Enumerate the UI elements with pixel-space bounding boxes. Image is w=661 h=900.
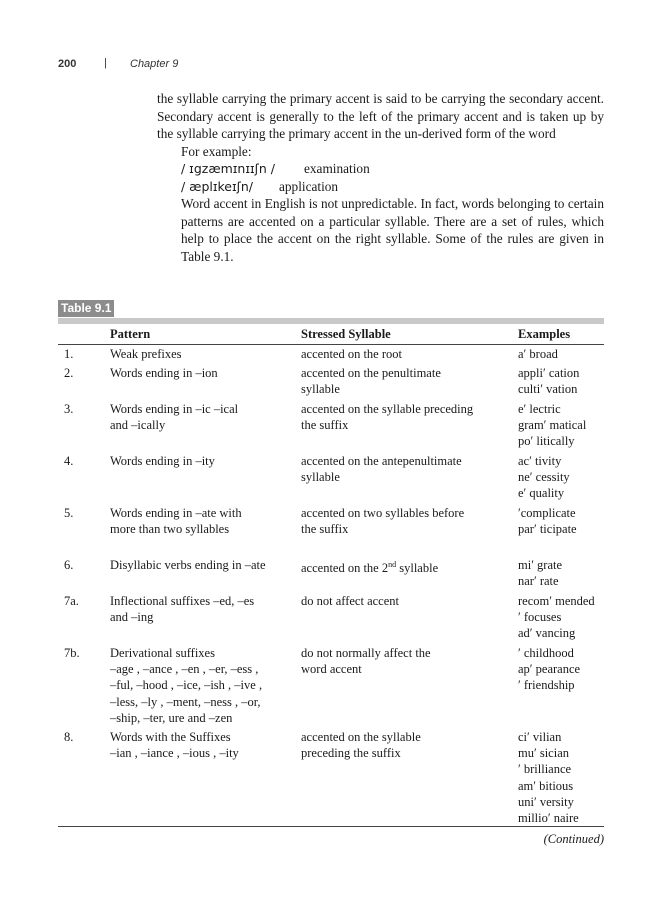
chapter-title: Chapter 9: [130, 58, 179, 70]
pattern-text: Weak prefixes: [110, 347, 182, 361]
example-word: ad′ vancing: [518, 626, 576, 641]
pattern-text: –less, –ly , –ment, –ness , –or,: [110, 694, 261, 709]
intro-text: [157, 90, 604, 265]
example-word: ′ focuses: [518, 610, 562, 625]
example-word: application: [279, 178, 339, 194]
example-word: par′ ticipate: [518, 522, 577, 537]
row-number: 8.: [64, 730, 74, 744]
pattern-text: Words ending in –ion: [110, 366, 218, 380]
header-pattern: Pattern: [110, 327, 151, 341]
row-number: 1.: [64, 347, 74, 361]
stressed-syllable-text: accented on the syllable preceding: [301, 402, 474, 416]
example-word: e′ quality: [518, 486, 565, 501]
example-word: e′ lectric: [518, 402, 561, 416]
example-word: ci′ vilian: [518, 730, 562, 744]
example-word: a′ broad: [518, 347, 558, 361]
example-word: ′ childhood: [518, 646, 574, 660]
stressed-syllable-text: do not normally affect the: [301, 646, 431, 660]
pattern-text: and –ically: [110, 418, 166, 433]
example-word: ac′ tivity: [518, 454, 562, 468]
example-word: ′ friendship: [518, 678, 575, 693]
example-word: recom′ mended: [518, 594, 595, 608]
pattern-text: Derivational suffixes: [110, 646, 215, 660]
page-header: [58, 57, 179, 70]
phonetic-transcription: / æplɪkeɪʃn/: [181, 178, 253, 194]
intro-paragraph-1: the syllable carrying the primary accent is said to be carrying the secondary accent. Secondary accent is generally to the left of the primary accent and is taken up by the syllable carrying the primary accent in the un-derived form of the word: [157, 91, 604, 141]
example-line-1: [157, 160, 604, 178]
example-word: po′ litically: [518, 434, 575, 449]
example-word: ′ brilliance: [518, 762, 572, 777]
header-examples: Examples: [518, 327, 571, 341]
pattern-text: Words ending in –ate with: [110, 506, 242, 520]
stressed-syllable-text: the suffix: [301, 418, 349, 433]
example-word: uni′ versity: [518, 794, 574, 809]
pattern-text: –ship, –ter, ure and –zen: [110, 710, 233, 725]
example-line-2: [157, 178, 604, 196]
row-number: 3.: [64, 402, 74, 416]
table-header-rule: [58, 344, 604, 345]
example-word: gram′ matical: [518, 418, 587, 433]
stressed-syllable-text: accented on the syllable: [301, 730, 421, 744]
stressed-syllable-text: syllable: [301, 382, 340, 397]
example-word: culti′ vation: [518, 382, 578, 397]
row-number: 7a.: [64, 594, 79, 608]
example-word: am′ bitious: [518, 778, 574, 793]
stressed-syllable-text: accented on two syllables before: [301, 506, 465, 520]
page-number: 200: [58, 58, 77, 70]
stressed-syllable-text: preceding the suffix: [301, 746, 401, 761]
table-label: Table 9.1: [58, 300, 114, 317]
stressed-syllable-text: accented on the root: [301, 347, 402, 361]
pattern-text: Words ending in –ity: [110, 454, 215, 468]
row-number: 5.: [64, 506, 74, 520]
example-word: ne′ cessity: [518, 470, 570, 485]
pattern-text: and –ing: [110, 610, 154, 625]
example-word: examination: [304, 161, 370, 176]
example-word: ′complicate: [518, 506, 576, 520]
pattern-text: –ful, –hood , –ice, –ish , –ive ,: [110, 678, 263, 693]
stressed-syllable-text: do not affect accent: [301, 594, 399, 608]
example-word: appli′ cation: [518, 366, 580, 380]
example-word: nar′ rate: [518, 574, 559, 589]
example-word: mi′ grate: [518, 558, 563, 572]
stressed-syllable-text: accented on the penultimate: [301, 366, 441, 380]
stressed-syllable-text: word accent: [301, 662, 362, 677]
pattern-text: –ian , –iance , –ious , –ity: [110, 746, 239, 761]
stressed-syllable-text: accented on the antepenultimate: [301, 454, 462, 468]
stressed-syllable-text: the suffix: [301, 522, 349, 537]
pattern-text: Inflectional suffixes –ed, –es: [110, 594, 255, 608]
continued-text: (Continued): [543, 832, 604, 846]
stressed-syllable-text: syllable: [301, 470, 340, 485]
row-number: 7b.: [64, 646, 80, 660]
header-stressed-syllable: Stressed Syllable: [301, 327, 391, 341]
row-number: 4.: [64, 454, 74, 468]
pattern-text: Disyllabic verbs ending in –ate: [110, 558, 266, 572]
pattern-text: more than two syllables: [110, 522, 230, 537]
for-example-label: For example:: [181, 143, 252, 159]
pattern-text: Words ending in –ic –ical: [110, 402, 239, 416]
pattern-text: –age , –ance , –en , –er, –ess ,: [110, 662, 259, 677]
row-number: 2.: [64, 366, 74, 380]
intro-paragraph-2: Word accent in English is not unpredictable. In fact, words belonging to certain patterns are accented on a particular syllable. There are a set of rules, which help to place the accent on the right syllable. Some of the rules are given in Table 9.1.: [181, 196, 604, 264]
pattern-text: Words with the Suffixes: [110, 730, 231, 744]
example-word: millio′ naire: [518, 811, 579, 825]
stressed-syllable-text: accented on the 2nd syllable: [301, 560, 439, 576]
table-top-rule: [58, 318, 604, 324]
phonetic-transcription: / ɪgzæmɪnɪɪʃn /: [181, 161, 275, 176]
row-number: 6.: [64, 558, 74, 572]
header-separator: |: [104, 57, 107, 69]
example-word: ap′ pearance: [518, 662, 581, 677]
continued-note: [544, 832, 604, 847]
example-word: mu′ sician: [518, 746, 569, 761]
